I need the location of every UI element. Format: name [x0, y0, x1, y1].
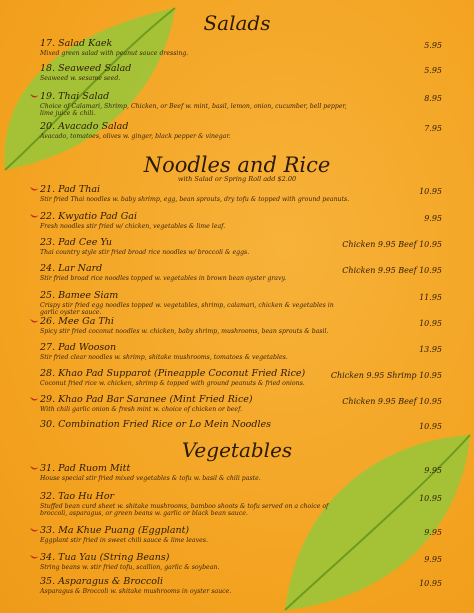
menu-item-name: 28. Khao Pad Supparot (Pineapple Coconut Fried Rice) [40, 368, 306, 379]
menu-item-description: With chili garlic onion & fresh mint w. choice of chicken or beef. [40, 406, 243, 413]
menu-item-name: 23. Pad Cee Yu [40, 237, 112, 248]
section-title-salads: Salads [203, 11, 271, 35]
section-subtitle-noodles-rice: with Salad or Spring Roll add $2.00 [177, 175, 297, 183]
menu-item-description: Avacado, tomatoes, olives w. ginger, black pepper & vinegar. [40, 133, 231, 140]
section-title-vegetables: Vegetables [181, 438, 293, 462]
menu-item-name: 33. Ma Khue Puang (Eggplant) [40, 525, 190, 536]
menu-item-price: 9.95 [424, 555, 442, 564]
menu-item-description: Fresh noodles stir fried w/ chicken, vegetables & lime leaf. [40, 223, 226, 230]
menu-item-price: 9.95 [424, 466, 442, 475]
menu-item-price: 10.95 [419, 319, 442, 328]
menu-item-name: 35. Asparagus & Broccoli [40, 576, 164, 587]
menu-item-name: 34. Tua Yau (String Beans) [40, 552, 170, 563]
menu-item-price: 9.95 [424, 214, 442, 223]
chili-icon [30, 94, 39, 99]
menu-item-price: 10.95 [419, 422, 442, 431]
menu-item-price: 13.95 [419, 345, 442, 354]
menu-item-description: Stir fried clear noodles w. shrimp, shitake mushrooms, tomatoes & vegetables. [40, 354, 288, 361]
menu-item-name: 30. Combination Fried Rice or Lo Mein Noodles [40, 419, 272, 430]
menu-item-name: 24. Lar Nard [40, 263, 103, 274]
menu-item-description: Seaweed w. sesame seed. [40, 75, 121, 82]
menu-item-description: Stir fried broad rice noodles topped w. vegetables in brown bean oyster gravy. [40, 275, 287, 282]
menu-item-price: 9.95 [424, 528, 442, 537]
menu-item-description: Coconut fried rice w. chicken, shrimp & topped with ground peanuts & fried onions. [40, 380, 305, 387]
menu-item-name: 17. Salad Kaek [40, 38, 113, 49]
chili-icon [30, 555, 39, 560]
menu-item-name: 18. Seaweed Salad [40, 63, 132, 74]
menu-item-description: Choice of Calamari, Shrimp, Chicken, or Beef w. mint, basil, lemon, onion, cucumber, bell pepper, lime juice & chili. [40, 103, 347, 118]
menu-item-price: 5.95 [424, 66, 442, 75]
menu-item-name: 22. Kwyatio Pad Gai [40, 211, 138, 222]
menu-item-price: 11.95 [419, 293, 442, 302]
menu-item-name: 21. Pad Thai [40, 184, 101, 195]
menu-item-name: 25. Bamee Siam [40, 290, 119, 301]
menu-item-description: Mixed green salad with peanut sauce dressing. [40, 50, 189, 57]
menu-item-description: Asparagus & Broccoli w. shitake mushrooms in oyster sauce. [40, 588, 232, 595]
menu-item-description: Stir fried Thai noodles w. baby shrimp, egg, bean sprouts, dry tofu & topped with ground peanuts. [40, 196, 350, 203]
menu-item-price: 10.95 [419, 494, 442, 503]
menu-item-name: 31. Pad Ruom Mitt [40, 463, 131, 474]
menu-item-price: 7.95 [424, 124, 442, 133]
menu-item-name: 29. Khao Pad Bar Saranee (Mint Fried Rice) [40, 394, 253, 405]
menu-item-name: 26. Mee Ga Thi [40, 316, 114, 327]
menu-item-price: Chicken 9.95 Beef 10.95 [342, 266, 442, 275]
menu-item-name: 32. Tao Hu Hor [40, 491, 115, 502]
menu-item-name: 19. Thai Salad [40, 91, 110, 102]
menu-item-price: Chicken 9.95 Shrimp 10.95 [330, 371, 442, 380]
chili-icon [30, 466, 39, 471]
menu-item-price: Chicken 9.95 Beef 10.95 [342, 397, 442, 406]
menu-item-description: Thai country style stir fried broad rice noodles w/ broccoli & eggs. [40, 249, 250, 256]
chili-icon [30, 319, 39, 324]
chili-icon [30, 187, 39, 192]
menu-item-price: 10.95 [419, 579, 442, 588]
menu-item-description: House special stir fried mixed vegetables & tofu w. basil & chili paste. [40, 475, 261, 482]
section-title-noodles-rice: Noodles and Rice [143, 153, 331, 177]
menu-item-description: Spicy stir fried coconut noodles w. chicken, baby shrimp, mushrooms, bean sprouts & basil. [40, 328, 329, 335]
menu-item-name: 27. Pad Wooson [40, 342, 117, 353]
menu-item-name: 20. Avacado Salad [40, 121, 129, 132]
chili-icon [30, 397, 39, 402]
menu-item-description: Eggplant stir fried in sweet chili sauce & lime leaves. [40, 537, 208, 544]
menu-item-description: Crispy stir fried egg noodles topped w. vegetables, shrimp, calamari, chicken & vegetables in garlic oyster sauce. [40, 302, 334, 317]
menu-item-description: Stuffed bean curd sheet w. shitake mushrooms, bamboo shoots & tofu served on a choice of broccoli, asparagus, or green beans w. garlic or black bean sauce. [40, 503, 329, 518]
menu-item-price: 8.95 [424, 94, 442, 103]
menu-item-price: 5.95 [424, 41, 442, 50]
menu-item-description: String beans w. stir fried tofu, scallion, garlic & soybean. [40, 564, 220, 571]
menu-item-price: 10.95 [419, 187, 442, 196]
chili-icon [30, 528, 39, 533]
menu-item-price: Chicken 9.95 Beef 10.95 [342, 240, 442, 249]
chili-icon [30, 214, 39, 219]
